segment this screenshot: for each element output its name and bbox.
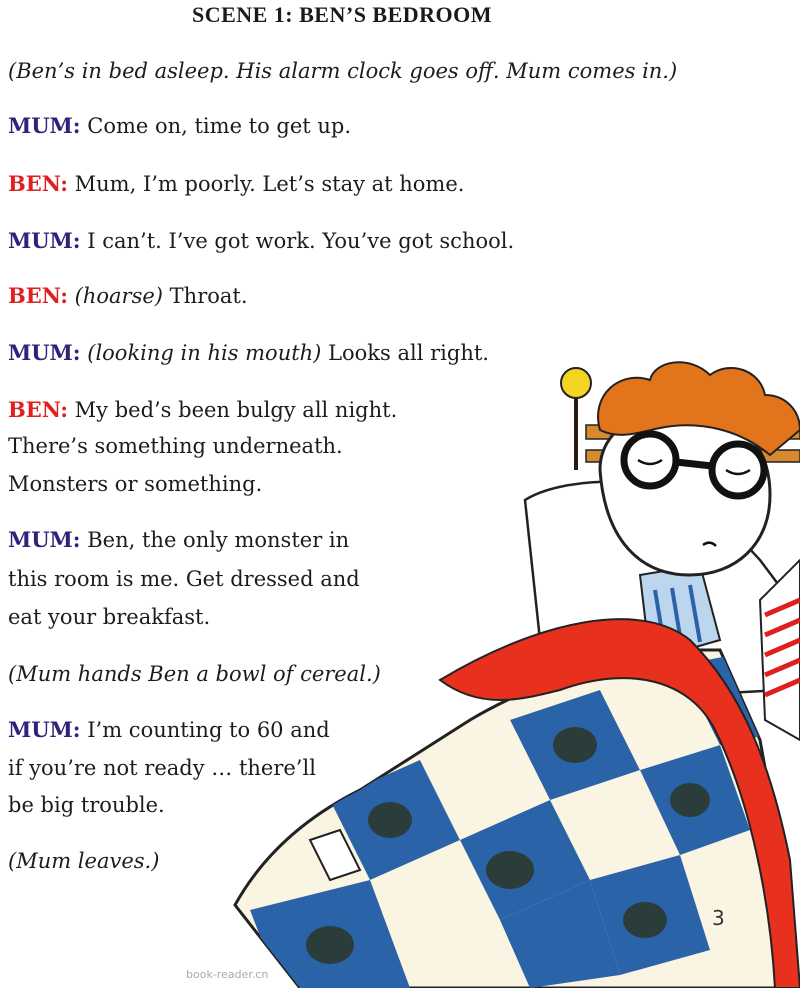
dialogue-continuation: eat your breakfast. — [8, 605, 211, 629]
speaker-ben: BEN: — [8, 283, 68, 308]
stage-direction: (looking in his mouth) — [87, 341, 322, 365]
dialogue-text: Ben, the only monster in — [87, 528, 350, 552]
speaker-mum: MUM: — [8, 228, 81, 253]
stage-direction: (Mum hands Ben a bowl of cereal.) — [8, 662, 381, 686]
dialogue-text: I can’t. I’ve got work. You’ve got school. — [87, 229, 515, 253]
dialogue-text: Come on, time to get up. — [87, 114, 352, 138]
speaker-ben: BEN: — [8, 397, 68, 422]
dialogue-line — [8, 171, 464, 197]
speaker-mum: MUM: — [8, 340, 81, 365]
dialogue-continuation: if you’re not ready … there’ll — [8, 756, 316, 780]
dialogue-line — [8, 527, 349, 553]
page-number: 3 — [712, 906, 725, 930]
dialogue-text: I’m counting to 60 and — [87, 718, 330, 742]
dialogue-line — [8, 283, 248, 309]
speaker-ben: BEN: — [8, 171, 68, 196]
dialogue-line — [8, 717, 330, 743]
dialogue-line — [8, 228, 514, 254]
dialogue-text: Looks all right. — [328, 341, 489, 365]
stage-direction: (hoarse) — [74, 284, 163, 308]
dialogue-continuation: this room is me. Get dressed and — [8, 567, 360, 591]
stage-direction: (Mum leaves.) — [8, 849, 160, 873]
dialogue-line — [8, 397, 397, 423]
dialogue-continuation: Monsters or something. — [8, 472, 263, 496]
speaker-mum: MUM: — [8, 717, 81, 742]
watermark: book-reader.cn — [186, 968, 269, 981]
dialogue-line — [8, 113, 351, 139]
dialogue-text: My bed’s been bulgy all night. — [74, 398, 398, 422]
speaker-mum: MUM: — [8, 113, 81, 138]
stage-direction: (Ben’s in bed asleep. His alarm clock goes off. Mum comes in.) — [8, 59, 678, 83]
dialogue-line — [8, 340, 489, 366]
dialogue-text: Throat. — [169, 284, 248, 308]
dialogue-continuation: be big trouble. — [8, 793, 165, 817]
dialogue-continuation: There’s something underneath. — [8, 434, 343, 458]
dialogue-text: Mum, I’m poorly. Let’s stay at home. — [74, 172, 465, 196]
bedpost-knob — [561, 368, 591, 398]
speaker-mum: MUM: — [8, 527, 81, 552]
scene-title: SCENE 1: BEN’S BEDROOM — [191, 2, 493, 27]
